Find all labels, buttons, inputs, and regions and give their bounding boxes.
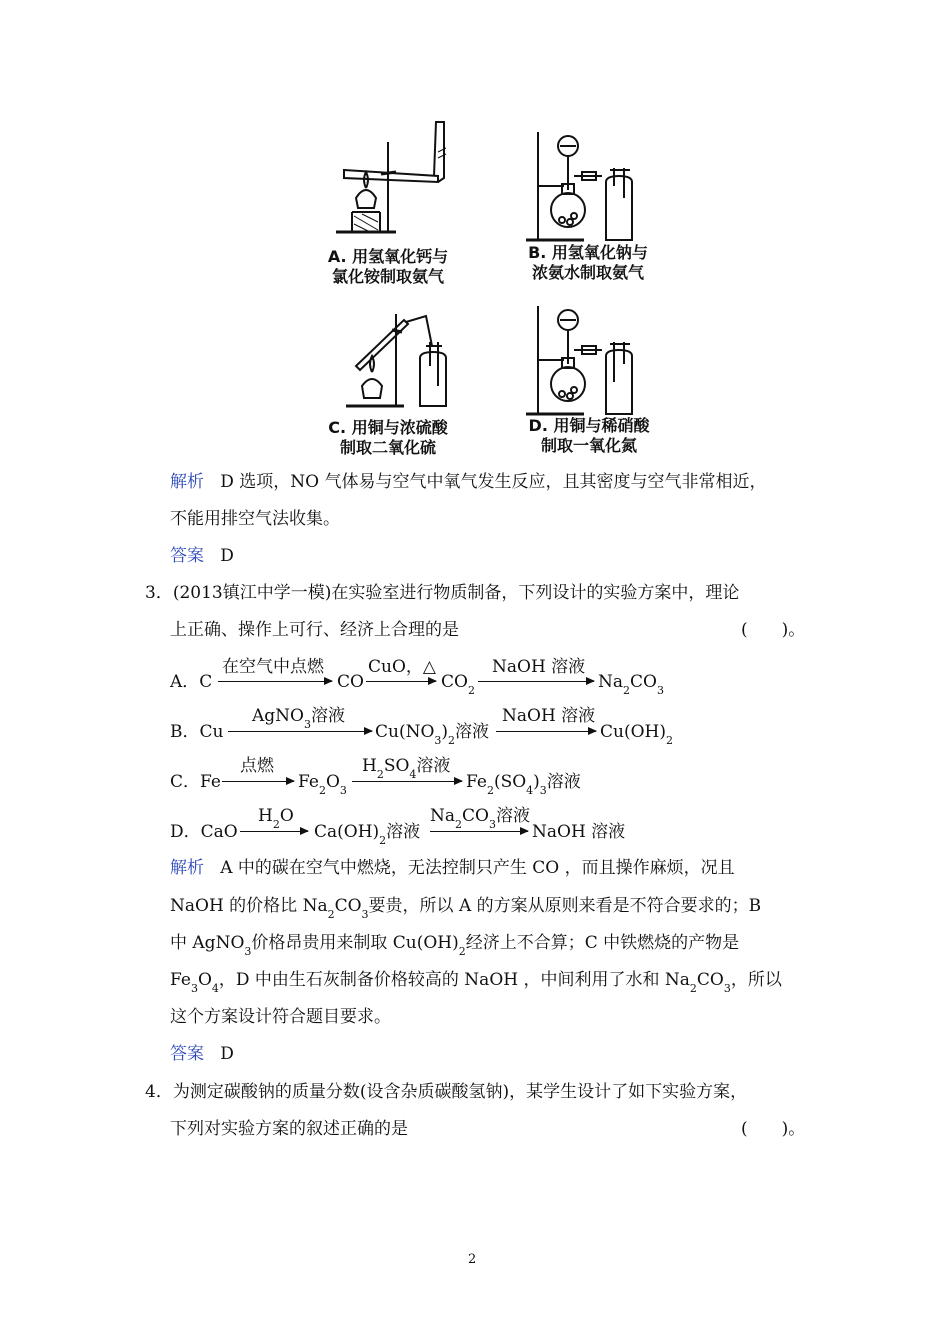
page-number: 2	[468, 1252, 477, 1267]
q2-answer: 答案 D	[170, 546, 234, 566]
q3-analysis-line4: $Fe_3O_4$，D 中由生石灰制备价格较高的 NaOH ，中间利用了水和 $Na_2CO_3$，所以	[170, 970, 782, 995]
apparatus-c-diagram	[342, 306, 452, 410]
answer-label: 答案	[170, 546, 204, 566]
q3-analysis-line1: 解析 A 中的碳在空气中燃烧，无法控制只产生 CO ，而且操作麻烦，况且	[170, 858, 735, 878]
arrow	[222, 781, 294, 782]
arrow	[228, 731, 372, 732]
q3-analysis-line3: 中 AgNO$_3$价格昂贵用来制取 $Cu(OH)_2$经济上不合算；C 中铁燃烧的产物是	[170, 933, 740, 958]
caption-a: A. 用氢氧化钙与 氯化铵制取氨气	[327, 247, 449, 286]
arrow	[352, 781, 462, 782]
caption-b: B. 用氢氧化钠与 浓氨水制取氨气	[528, 243, 648, 282]
q3-answer: 答案 D	[170, 1044, 234, 1064]
answer-label: 答案	[170, 1044, 204, 1064]
q3-answer-blank: ( )。	[741, 620, 806, 640]
arrow	[430, 831, 528, 832]
q4-stem-line1: 4．为测定碳酸钠的质量分数(设含杂质碳酸氢钠)，某学生设计了如下实验方案，	[145, 1082, 748, 1102]
arrow	[218, 681, 332, 682]
q2-analysis-line2: 不能用排空气法收集。	[170, 509, 340, 529]
q4-stem-line2: 下列对实验方案的叙述正确的是	[170, 1119, 408, 1139]
arrow	[240, 831, 308, 832]
q3-stem-line1: 3．(2013镇江中学一模)在实验室进行物质制备，下列设计的实验方案中，理论	[145, 583, 740, 603]
arrow	[366, 681, 436, 682]
q3-stem-line2: 上正确、操作上可行、经济上合理的是	[170, 620, 459, 640]
caption-d: D. 用铜与稀硝酸 制取一氧化氮	[528, 416, 650, 455]
caption-c: C. 用铜与浓硫酸 制取二氧化硫	[328, 418, 448, 457]
q3-analysis-line2: NaOH 的价格比 $Na_2CO_3$要贵，所以 A 的方案从原则来看是不符合要求的；B	[170, 896, 762, 921]
q4-answer-blank: ( )。	[741, 1119, 806, 1139]
apparatus-d-diagram	[522, 302, 642, 418]
apparatus-a-diagram	[326, 112, 456, 240]
arrow	[478, 681, 594, 682]
q2-analysis-line1: 解析 D 选项，NO 气体易与空气中氧气发生反应，且其密度与空气非常相近，	[170, 472, 767, 492]
q3-analysis-line5: 这个方案设计符合题目要求。	[170, 1007, 391, 1027]
analysis-label: 解析	[170, 472, 204, 492]
arrow	[496, 731, 596, 732]
analysis-label: 解析	[170, 858, 204, 878]
apparatus-b-diagram	[522, 128, 642, 244]
